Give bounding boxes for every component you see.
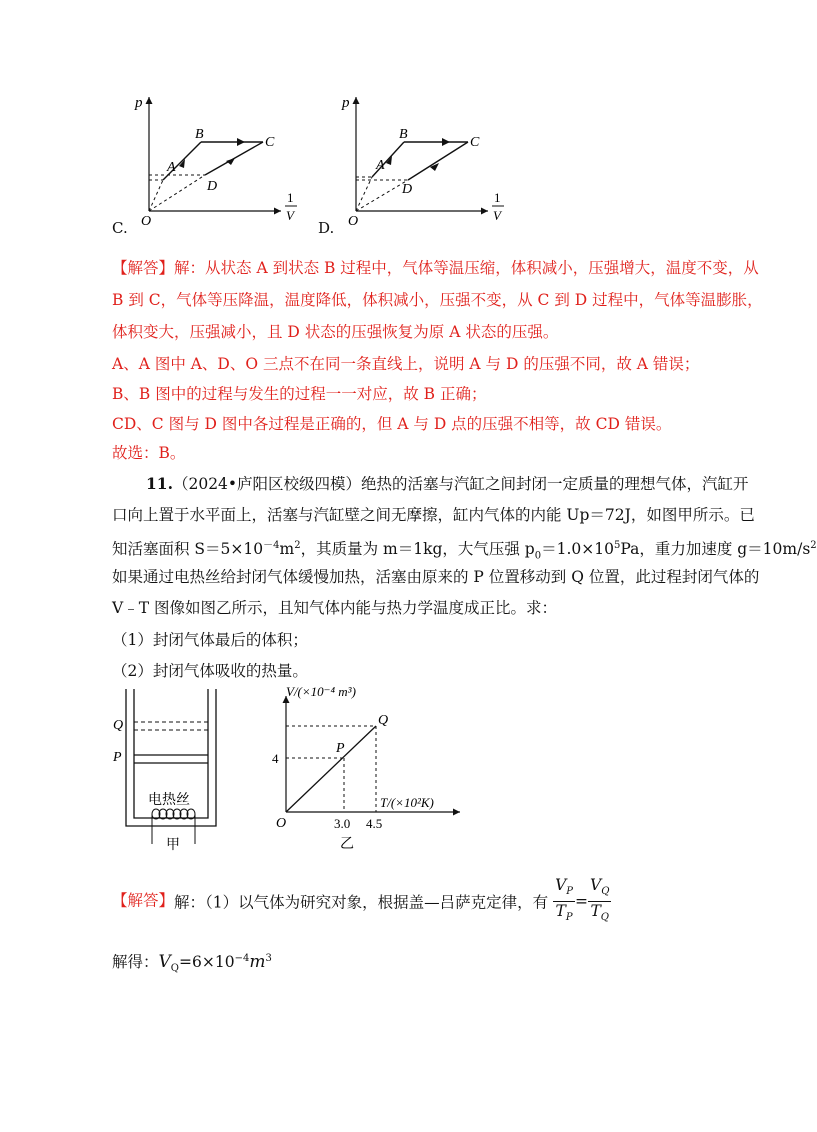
answer-line-3: 体积变大，压强减小，且 D 状态的压强恢复为原 A 状态的压强。: [112, 323, 559, 341]
vt-line: [286, 726, 376, 812]
question-line-5: V﹣T 图像如图乙所示，且知气体内能与热力学温度成正比。求：: [112, 599, 557, 617]
one-label: 1: [287, 190, 294, 205]
p-point-label: P: [336, 741, 345, 756]
question-line-3: 知活塞面积 $S=5\times 10^{-4}m^2$，其质量为 m＝1kg，大气压强 $p_0=1.0\times 10^5Pa$，重力加速度 $g=10m/s^2$: [112, 540, 817, 562]
x-tick-3: 3.0: [334, 816, 351, 831]
answer-line-4: A、A 图中 A、D、O 三点不在同一条直线上，说明 A 与 D 的压强不同，故 A 错误；: [112, 355, 700, 373]
answer-line-1: 【解答】解：从状态 A 到状态 B 过程中，气体等温压缩，体积减小，压强增大，温度不变，从: [112, 259, 759, 277]
c-label: C: [265, 135, 275, 150]
fraction-vq-tq: $\frac{V_Q}{T_Q}$: [590, 876, 610, 924]
question-line-1: 11.（2024•庐阳区校级四模）绝热的活塞与汽缸之间封闭一定质量的理想气体，汽缸开: [146, 474, 749, 493]
x-tick-45: 4.5: [366, 816, 383, 831]
v-label: V: [493, 208, 501, 223]
y-axis-label: V/(×10⁻⁴ m³): [286, 684, 356, 699]
result-line: 解得：$V_Q=6\times 10^{-4}m^3$: [112, 952, 272, 975]
answer-line-7: 故选：B。: [112, 444, 186, 462]
q-position-label: Q: [113, 718, 124, 733]
origin-label: O: [141, 214, 152, 229]
a-label: A: [376, 158, 385, 173]
fraction-vp-tp: $\frac{V_P}{T_P}$: [555, 876, 574, 924]
option-d: D.: [318, 219, 335, 237]
sub-question-2: （2）封闭气体吸收的热量。: [112, 662, 308, 680]
p-position-label: P: [113, 750, 122, 765]
a-label: A: [167, 160, 176, 175]
q-point-label: Q: [378, 713, 389, 728]
d-label: D: [402, 182, 413, 197]
d-label: D: [207, 179, 218, 194]
graph-c: [105, 85, 315, 235]
b-label: B: [399, 127, 408, 142]
figure-yi-caption: 乙: [340, 837, 354, 852]
b-label: B: [195, 127, 204, 142]
answer-line-6: CD、C 图与 D 图中各过程是正确的，但 A 与 D 点的压强不相等，故 CD 错误。: [112, 415, 672, 433]
question-line-2: 口向上置于水平面上，活塞与汽缸壁之间无摩擦，缸内气体的内能 Up＝72J，如图甲所示。已: [112, 506, 755, 524]
y-tick-4: 4: [272, 751, 279, 766]
question-line-4: 如果通过电热丝给封闭气体缓慢加热，活塞由原来的 P 位置移动到 Q 位置，此过程封闭气体的: [112, 568, 760, 586]
figure-jia: [108, 686, 238, 856]
x-axis-label: T/(×10²K): [380, 795, 434, 810]
answer-tag: 【解答】: [112, 259, 175, 277]
one-label: 1: [494, 190, 501, 205]
sub-question-1: （1）封闭气体最后的体积；: [112, 631, 308, 649]
origin-label: O: [276, 816, 287, 831]
figure-jia-caption: 甲: [166, 838, 180, 853]
answer-line-5: B、B 图中的过程与发生的过程一一对应，故 B 正确；: [112, 385, 487, 403]
p-label: p: [342, 95, 350, 111]
c-label: C: [470, 135, 480, 150]
heater-label: 电热丝: [148, 793, 190, 808]
option-c: C.: [112, 219, 128, 237]
answer-line-2: B 到 C，气体等压降温，温度降低，体积减小，压强不变，从 C 到 D 过程中，气体等温膨胀，: [112, 291, 763, 309]
solution-tag: 【解答】: [112, 891, 175, 910]
question-number: 11.: [146, 474, 173, 493]
figure-yi: [268, 684, 478, 856]
v-label: V: [286, 208, 294, 223]
p-label: p: [135, 95, 143, 111]
origin-label: O: [348, 214, 359, 229]
graph-d: [312, 85, 522, 235]
solution-line: 【解答】解：（1）以气体为研究对象，根据盖—吕萨克定律，有 $\frac{V_P}{T_P}$ = $\frac{V_Q}{T_Q}$: [112, 876, 611, 927]
